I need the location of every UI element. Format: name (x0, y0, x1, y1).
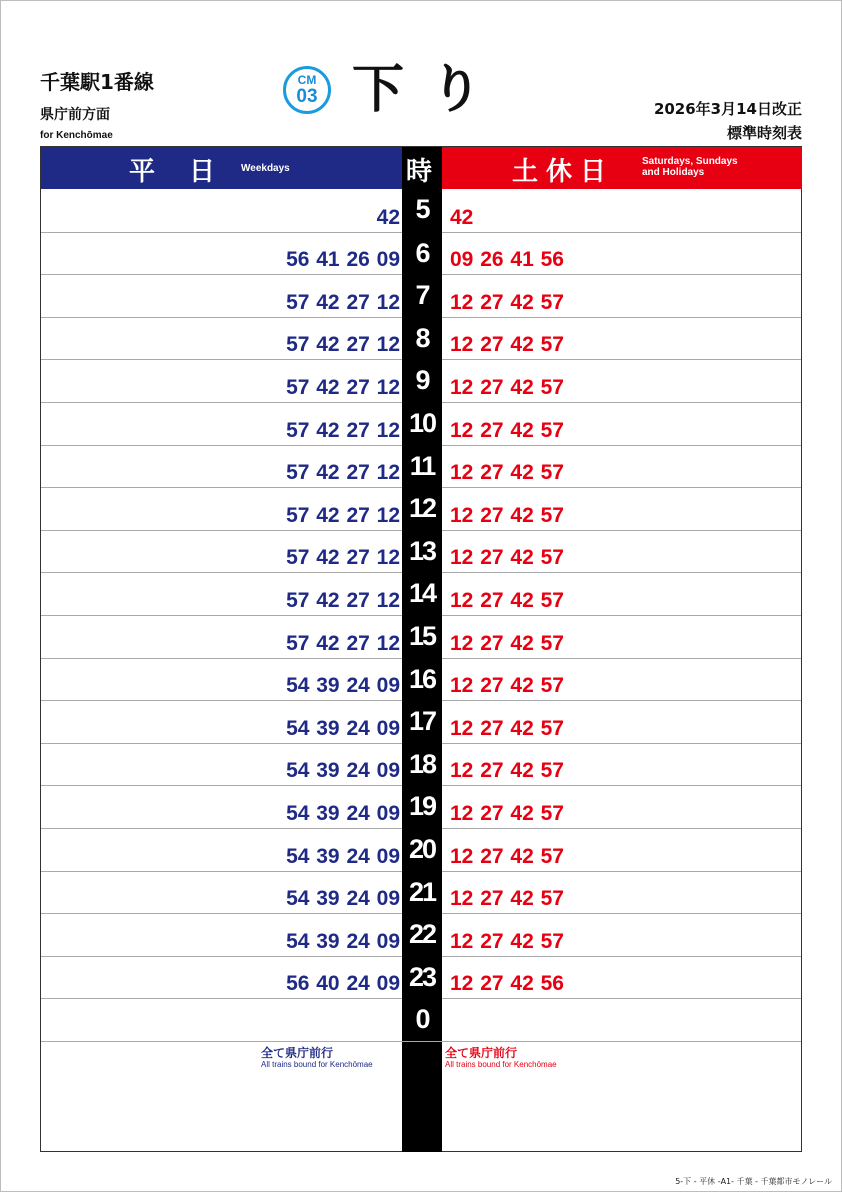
table-row (41, 530, 801, 573)
weekday-minutes: 54 39 24 09 (286, 759, 400, 783)
timetable (40, 146, 802, 1152)
holiday-minutes: 12 27 42 57 (450, 887, 564, 911)
holiday-minutes: 12 27 42 57 (450, 674, 564, 698)
table-row (41, 572, 801, 615)
weekday-minutes: 54 39 24 09 (286, 801, 400, 825)
table-row (41, 998, 801, 1041)
direction-label-en: for Kenchōmae (40, 130, 113, 141)
weekday-note-jp: 全て県庁前行 (261, 1046, 334, 1060)
hour-cell: 18 (402, 743, 442, 787)
holiday-header-en-line2: and Holidays (642, 167, 705, 178)
table-row (41, 445, 801, 488)
hour-cell: 6 (402, 232, 442, 276)
holiday-note-jp: 全て県庁前行 (445, 1046, 518, 1060)
hour-cell: 15 (402, 615, 442, 659)
weekday-minutes: 54 39 24 09 (286, 929, 400, 953)
line-badge-code: 03 (296, 86, 318, 107)
holiday-note-en: All trains bound for Kenchōmae (445, 1060, 557, 1069)
station-name: 千葉駅1番線 (40, 70, 154, 94)
holiday-minutes: 12 27 42 57 (450, 290, 564, 314)
notes-area (41, 1041, 801, 1154)
hour-cell: 12 (402, 487, 442, 531)
hour-cell: 14 (402, 572, 442, 616)
revision-date: 2026年3月14日改正 (653, 100, 802, 118)
table-row (41, 487, 801, 530)
hour-cell: 17 (402, 700, 442, 744)
table-row (41, 658, 801, 701)
weekday-minutes: 54 39 24 09 (286, 887, 400, 911)
holiday-minutes: 12 27 42 57 (450, 844, 564, 868)
hour-cell: 19 (402, 785, 442, 829)
weekday-minutes: 57 42 27 12 (286, 290, 400, 314)
weekday-header (41, 147, 402, 189)
table-row (41, 402, 801, 445)
holiday-minutes: 12 27 42 57 (450, 546, 564, 570)
hour-cell: 21 (402, 871, 442, 915)
weekday-minutes: 42 (376, 205, 400, 229)
table-row (41, 317, 801, 360)
weekday-minutes: 56 41 26 09 (286, 248, 400, 272)
table-row (41, 828, 801, 871)
weekday-header-jp: 平日 (129, 157, 250, 187)
hour-cell: 20 (402, 828, 442, 872)
holiday-header-en-line1: Saturdays, Sundays (642, 156, 738, 167)
weekday-minutes: 57 42 27 12 (286, 546, 400, 570)
weekday-minutes: 56 40 24 09 (286, 972, 400, 996)
weekday-minutes: 57 42 27 12 (286, 631, 400, 655)
table-row (41, 871, 801, 914)
weekday-minutes: 54 39 24 09 (286, 716, 400, 740)
line-number-badge (283, 66, 331, 114)
holiday-minutes: 12 27 42 57 (450, 461, 564, 485)
holiday-minutes: 12 27 42 57 (450, 631, 564, 655)
weekday-minutes: 57 42 27 12 (286, 375, 400, 399)
table-row (41, 615, 801, 658)
weekday-minutes: 57 42 27 12 (286, 333, 400, 357)
hour-cell: 10 (402, 402, 442, 446)
hour-header (402, 147, 442, 189)
hour-cell: 13 (402, 530, 442, 574)
table-row (41, 359, 801, 402)
holiday-minutes: 12 27 42 57 (450, 588, 564, 612)
hour-cell: 11 (402, 445, 442, 489)
table-row (41, 232, 801, 275)
holiday-minutes: 12 27 42 57 (450, 375, 564, 399)
holiday-minutes: 12 27 42 57 (450, 759, 564, 783)
timetable-rows (41, 189, 801, 1041)
table-row (41, 189, 801, 232)
weekday-note (261, 1046, 373, 1070)
holiday-note (445, 1046, 557, 1070)
table-row (41, 785, 801, 828)
holiday-minutes: 12 27 42 57 (450, 801, 564, 825)
holiday-minutes: 12 27 42 57 (450, 929, 564, 953)
hour-cell: 16 (402, 658, 442, 702)
holiday-header (442, 147, 802, 189)
holiday-minutes: 12 27 42 57 (450, 418, 564, 442)
holiday-minutes: 12 27 42 57 (450, 716, 564, 740)
footer-code: 5-下 - 平休 -A1- 千葉 - 千葉都市モノレール (675, 1177, 832, 1186)
hour-cell: 0 (402, 998, 442, 1042)
table-row (41, 956, 801, 999)
timetable-label: 標準時刻表 (726, 124, 802, 142)
holiday-minutes: 12 27 42 57 (450, 503, 564, 527)
weekday-minutes: 57 42 27 12 (286, 461, 400, 485)
table-row (41, 700, 801, 743)
weekday-minutes: 54 39 24 09 (286, 674, 400, 698)
weekday-header-en: Weekdays (241, 163, 290, 174)
weekday-minutes: 54 39 24 09 (286, 844, 400, 868)
weekday-minutes: 57 42 27 12 (286, 503, 400, 527)
holiday-header-en (642, 156, 738, 178)
holiday-header-jp: 土休日 (512, 157, 615, 187)
weekday-note-en: All trains bound for Kenchōmae (261, 1060, 373, 1069)
hour-cell: 5 (402, 188, 442, 232)
holiday-minutes: 42 (450, 205, 474, 229)
table-row (41, 274, 801, 317)
hour-header-jp: 時 (406, 157, 433, 187)
table-row (41, 743, 801, 786)
hour-column-bar (402, 1042, 442, 1152)
weekday-minutes: 57 42 27 12 (286, 418, 400, 442)
holiday-minutes: 12 27 42 56 (450, 972, 564, 996)
hour-cell: 8 (402, 317, 442, 361)
direction-label: 県庁前方面 (40, 107, 110, 123)
hour-cell: 9 (402, 359, 442, 403)
hour-cell: 23 (402, 956, 442, 1000)
holiday-minutes: 12 27 42 57 (450, 333, 564, 357)
table-row (41, 913, 801, 956)
weekday-minutes: 57 42 27 12 (286, 588, 400, 612)
hour-cell: 22 (402, 913, 442, 957)
hour-cell: 7 (402, 274, 442, 318)
bound-direction: 下り (352, 60, 509, 120)
line-badge-letters: CM (297, 73, 317, 87)
holiday-minutes: 09 26 41 56 (450, 248, 564, 272)
